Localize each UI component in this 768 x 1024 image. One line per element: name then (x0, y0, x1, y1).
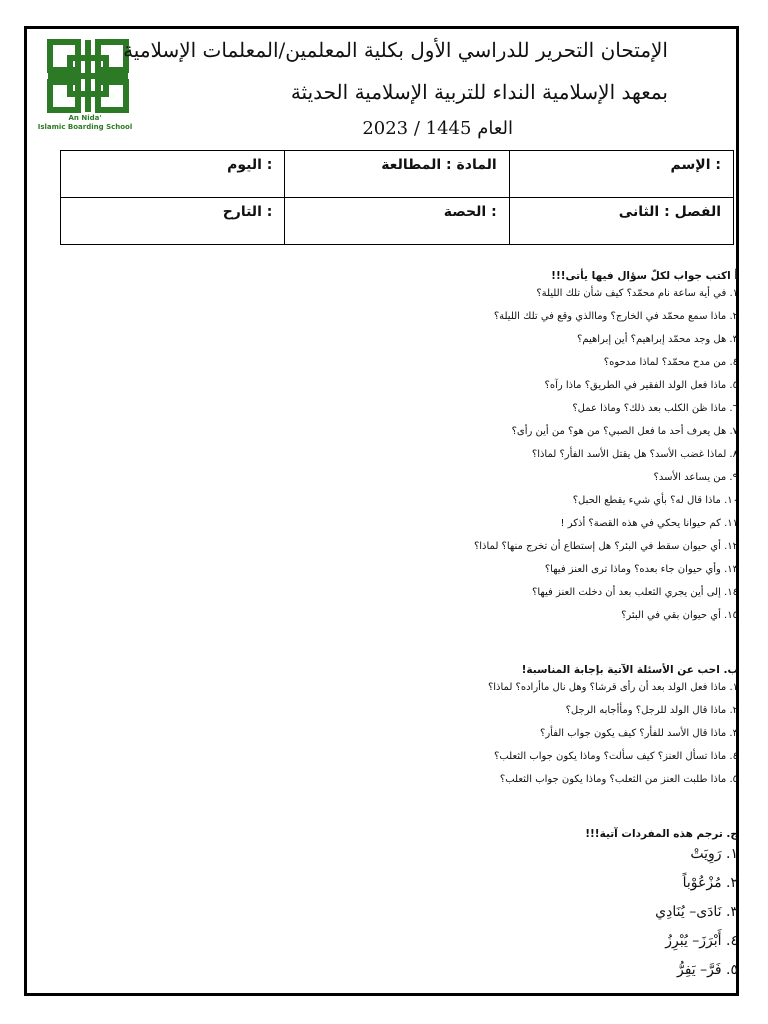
question-item: ١. في أية ساعة نام محمّد؟ كيف شأن تلك الليلة؟ (536, 288, 738, 299)
question-item: ٩. من يساعد الأسد؟ (653, 472, 738, 483)
section-a (474, 270, 738, 627)
question-item: ٥. ماذا طلبت العنز من الثعلب؟ وماذا يكون جواب الثعلب؟ (499, 774, 738, 785)
section-c (585, 828, 738, 985)
subject-field: المادة : المطالعة (285, 151, 509, 198)
question-item: ١٤. إلى أين يجري الثعلب بعد أن دخلت العنز فيها؟ (532, 587, 738, 598)
vocabulary-item: ١. رَوِيَتْ (690, 846, 738, 862)
section-b-title: ب. احب عن الأسئلة الآتية بإجابة المناسبة! (521, 664, 738, 676)
question-item: ٤. من مدح محمّد؟ لماذا مدحوه؟ (603, 357, 738, 368)
question-item: ١٣. وأي حيوان جاء بعده؟ وماذا ترى العنز فيها؟ (544, 564, 738, 575)
logo-caption (28, 114, 142, 132)
section-b-questions (488, 676, 738, 791)
question-item: ٣. هل وجد محمّد إبراهيم؟ أين إبراهيم؟ (577, 334, 738, 345)
academic-year: العام 1445 / 2023 (362, 118, 513, 139)
logo-text-2: Islamic Boarding School (37, 123, 133, 131)
section-a-questions (474, 282, 738, 627)
question-item: ٦. ماذا ظن الكلب بعد ذلك؟ وماذا عمل؟ (572, 403, 738, 414)
date-field: : التارح (61, 198, 285, 245)
question-item: ٢. ماذا سمع محمّد في الخارج؟ وماالذي وقع في تلك الليلة؟ (493, 311, 738, 322)
period-field: : الحصة (285, 198, 509, 245)
question-item: ٢. ماذا قال الولد للرجل؟ ومأأجابه الرجل؟ (565, 705, 738, 716)
question-item: ٨. لماذا غضب الأسد؟ هل يقتل الأسد الفأر؟ لماذا؟ (531, 449, 738, 460)
question-item: ١١. كم حيوانا يحكي في هذه القصة؟ أذكر ! (560, 518, 738, 529)
question-item: ١٢. أي حيوان سقط في البئر؟ هل إستطاع أن تخرج منها؟ لماذا؟ (473, 541, 738, 552)
student-info-table (60, 150, 734, 245)
class-field: الفصل : الثانى (509, 198, 733, 245)
vocabulary-item: ٥. فَرَّ– يَفِرُّ (676, 962, 738, 978)
logo-text-1: An Nida' (68, 114, 102, 122)
question-item: ٣. ماذا قال الأسد للفأر؟ كيف يكون جواب الفأر؟ (540, 728, 738, 739)
institute-name: بمعهد الإسلامية النداء للتربية الإسلامية الحديثة (290, 80, 668, 104)
vocabulary-item: ٤. أَبْرَزَ– يُبْرِزُ (665, 933, 738, 949)
question-item: ١٥. أي حيوان بقي في البئر؟ (621, 610, 738, 621)
question-item: ٥. ماذا فعل الولد الفقير في الطريق؟ ماذا رآه؟ (544, 380, 738, 391)
vocabulary-item: ٣. نَادَى– يُنَادِي (655, 904, 738, 920)
question-item: ٤. ماذا تسأل العنز؟ كيف سألت؟ وماذا يكون جواب الثعلب؟ (494, 751, 738, 762)
section-b (488, 664, 738, 791)
day-field: : اليوم (61, 151, 285, 198)
section-c-title: ج. ترجم هذه المفردات آتية!!! (585, 828, 738, 840)
question-item: ١٠. ماذا قال له؟ بأي شيء يقطع الحبل؟ (572, 495, 738, 506)
section-a-title: أ اكتب جواب لكلّ سؤال فيها يأتى!!! (551, 270, 738, 282)
exam-title: الإمتحان التحرير للدراسي الأول بكلية المعلمين/المعلمات الإسلامية (123, 38, 668, 62)
question-item: ٧. هل يعرف أحد ما فعل الصبي؟ من هو؟ من أين رأى؟ (511, 426, 738, 437)
question-item: ١. ماذا فعل الولد بعد أن رأى قرشا؟ وهل نال ماأراده؟ لماذا؟ (487, 682, 738, 693)
section-c-vocabulary (585, 840, 738, 985)
name-field: : الإسم (509, 151, 733, 198)
vocabulary-item: ٢. مُزْعُوْباً (682, 875, 738, 891)
